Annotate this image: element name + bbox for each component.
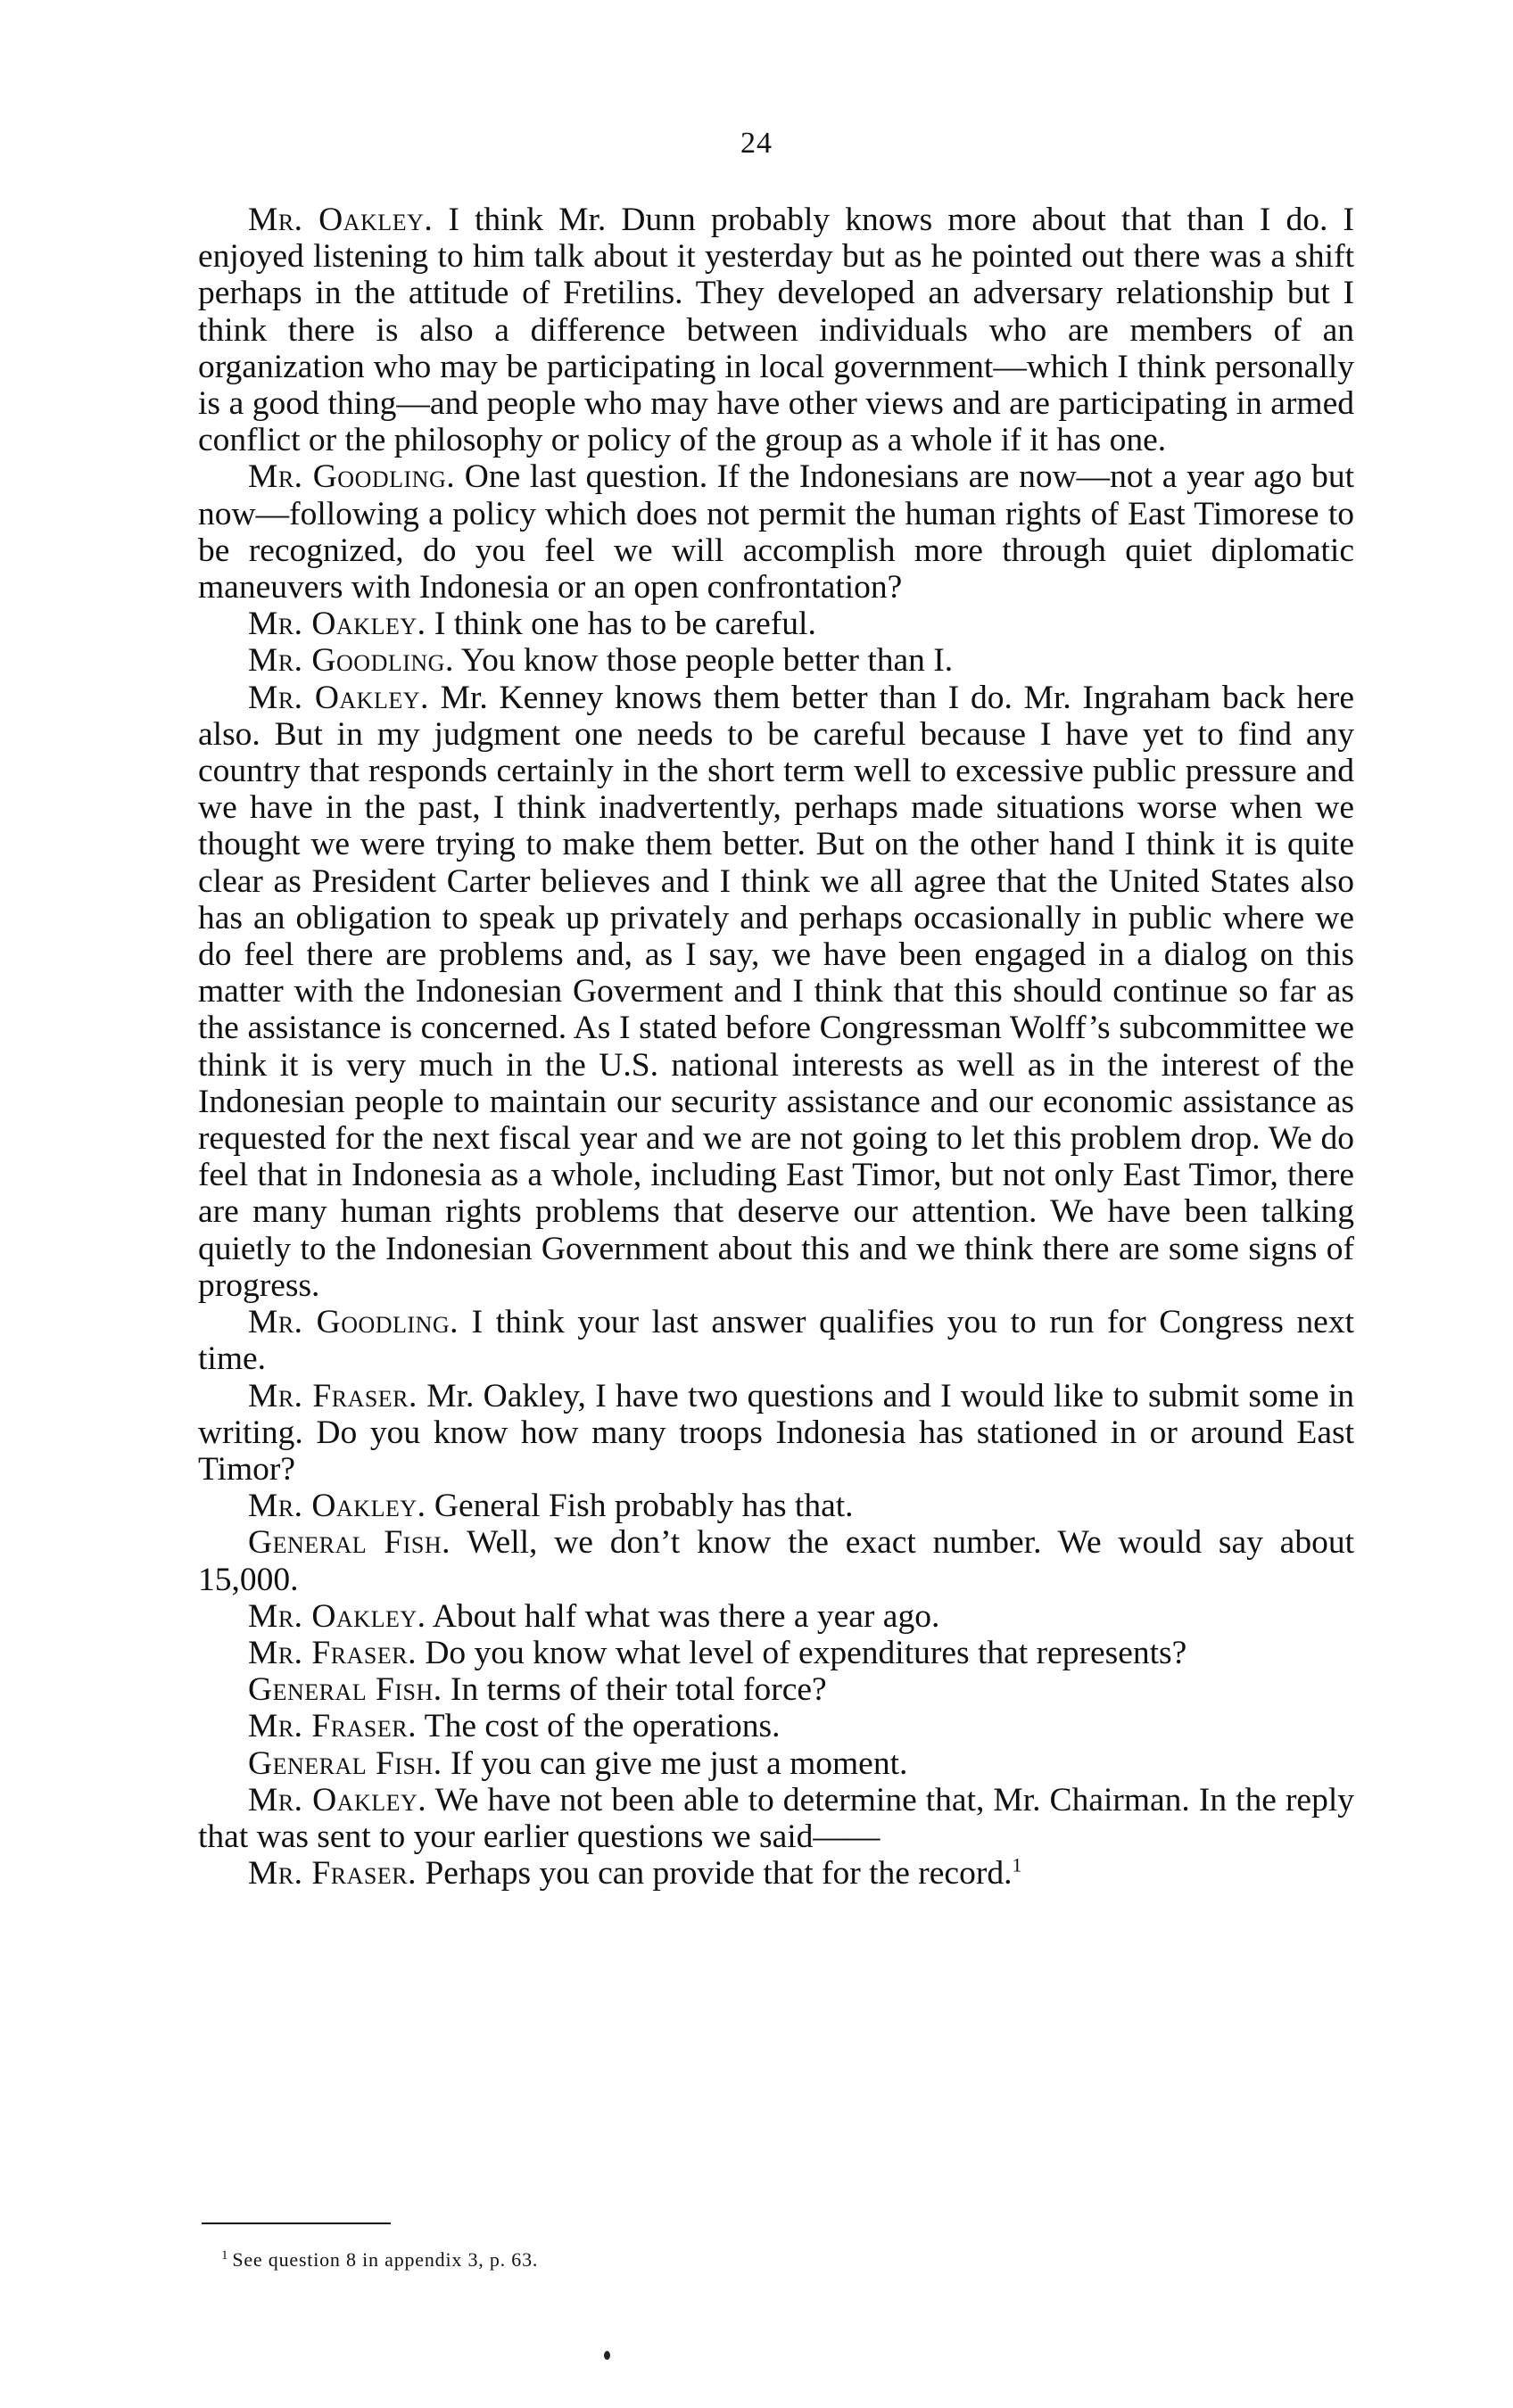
transcript-paragraph [198,1598,1354,1635]
speaker-name: Mr. Goodling. [248,642,454,680]
transcript-paragraph [198,1488,1354,1524]
speaker-name: Mr. Oakley. [248,202,434,238]
paragraph-text: In terms of their total force? [442,1671,827,1709]
speaker-name: Mr. Oakley. [248,1781,427,1818]
transcript-paragraph [198,1635,1354,1671]
footnote [221,2247,538,2272]
paragraph-text: Well, we don’t know the exact number. We would say about 15,000. [198,1524,1354,1598]
page-mark-dot [604,2351,610,2360]
transcript-paragraph [198,1524,1354,1597]
speaker-name: Mr. Fraser. [248,1377,418,1414]
speaker-name: Mr. Goodling. [248,1304,459,1341]
paragraph-text: Do you know what level of expenditures that represents? [416,1634,1187,1671]
speaker-name: Mr. Oakley. [248,1597,426,1635]
transcript-paragraph [198,1745,1354,1782]
paragraph-text: I think Mr. Dunn probably knows more about that than I do. I enjoyed listening to him talk about it yesterday but as he pointed out there was a shift perhaps in the attitude of Fretilins. They developed an adversary relationship but I think there is also a difference between individuals who are members of an organization who may be participating in local government—which I think personally is a good thing—and people who may have other views and are participating in armed conflict or the philosophy or policy of the group as a whole if it has one. [198,202,1355,459]
transcript-paragraph [198,1304,1354,1377]
paragraph-text: I think your last answer qualifies you to run for Congress next time. [198,1304,1354,1378]
footnote-mark: 1 [221,2247,229,2263]
speaker-name: Mr. Goodling. [248,458,456,496]
transcript-paragraph [198,606,1354,642]
speaker-name: Mr. Fraser. [248,1855,417,1893]
transcript-paragraph [198,680,1354,1304]
speaker-name: Mr. Oakley. [248,679,429,716]
transcript-paragraph [198,642,1354,679]
paragraph-text: You know those people better than I. [453,642,954,680]
footnote-reference[interactable]: 1 [1012,1853,1022,1876]
paragraph-text: About half what was there a year ago. [426,1597,940,1635]
speaker-name: General Fish. [248,1744,442,1782]
paragraph-text: If you can give me just a moment. [442,1744,908,1782]
paragraph-text: The cost of the operations. [416,1708,781,1745]
speaker-name: General Fish. [248,1524,451,1562]
transcript-paragraph [198,1671,1354,1708]
paragraph-text: Mr. Oakley, I have two questions and I would like to submit some in writing. Do you know how many troops Indonesia has stationed in or around East Timor? [198,1377,1354,1488]
footnote-divider [202,2222,391,2224]
paragraph-text: Mr. Kenney knows them better than I do. Mr. Ingraham back here also. But in my judgment one needs to be careful because I have yet to find any country that responds certainly in the short term well to excessive public pressure and we have in the past, I think inadvertently, perhaps made situations worse when we thought we were trying to make them better. But on the other hand I think it is quite clear as President Carter believes and I think we all agree that the United States also has an obligation to speak up privately and perhaps occasionally in public where we do feel there are problems and, as I say, we have been engaged in a dialog on this matter with the Indonesian Goverment and I think that this should continue so far as the assistance is concerned. As I stated before Congressman Wolff’s subcommittee we think it is very much in the U.S. national interests as well as in the interest of the Indonesian people to maintain our security assistance and our economic assistance as requested for the next fiscal year and we are not going to let this problem drop. We do feel that in Indonesia as a whole, including East Timor, but not only East Timor, there are many human rights problems that deserve our attention. We have been talking quietly to the Indonesian Government about this and we think there are some signs of progress. [198,679,1355,1304]
page-number: 24 [740,127,773,160]
paragraph-text: One last question. If the Indonesians are now—not a year ago but now—following a policy which does not permit the human rights of East Timorese to be recognized, do you feel we will accomplish more through quiet diplomatic maneuvers with Indonesia or an open confrontation? [198,458,1354,606]
transcript-paragraph [198,1708,1354,1744]
speaker-name: General Fish. [248,1671,442,1709]
paragraph-text: General Fish probably has that. [426,1488,854,1525]
transcript-paragraph [198,1855,1354,1892]
transcript-paragraph [198,1378,1354,1489]
speaker-name: Mr. Oakley. [248,606,426,643]
footnote-text: See question 8 in appendix 3, p. 63. [232,2248,539,2271]
speaker-name: Mr. Oakley. [248,1488,426,1525]
transcript-paragraph [198,1782,1354,1855]
paragraph-text: We have not been able to determine that, Mr. Chairman. In the reply that was sent to your earlier questions we said—— [198,1781,1354,1855]
paragraph-text: Perhaps you can provide that for the record. [416,1855,1013,1893]
speaker-name: Mr. Fraser. [248,1708,417,1745]
transcript-paragraph [198,202,1354,458]
transcript-paragraph [198,458,1354,606]
speaker-name: Mr. Fraser. [248,1634,417,1671]
transcript-body [198,202,1354,1892]
paragraph-text: I think one has to be careful. [426,606,816,643]
